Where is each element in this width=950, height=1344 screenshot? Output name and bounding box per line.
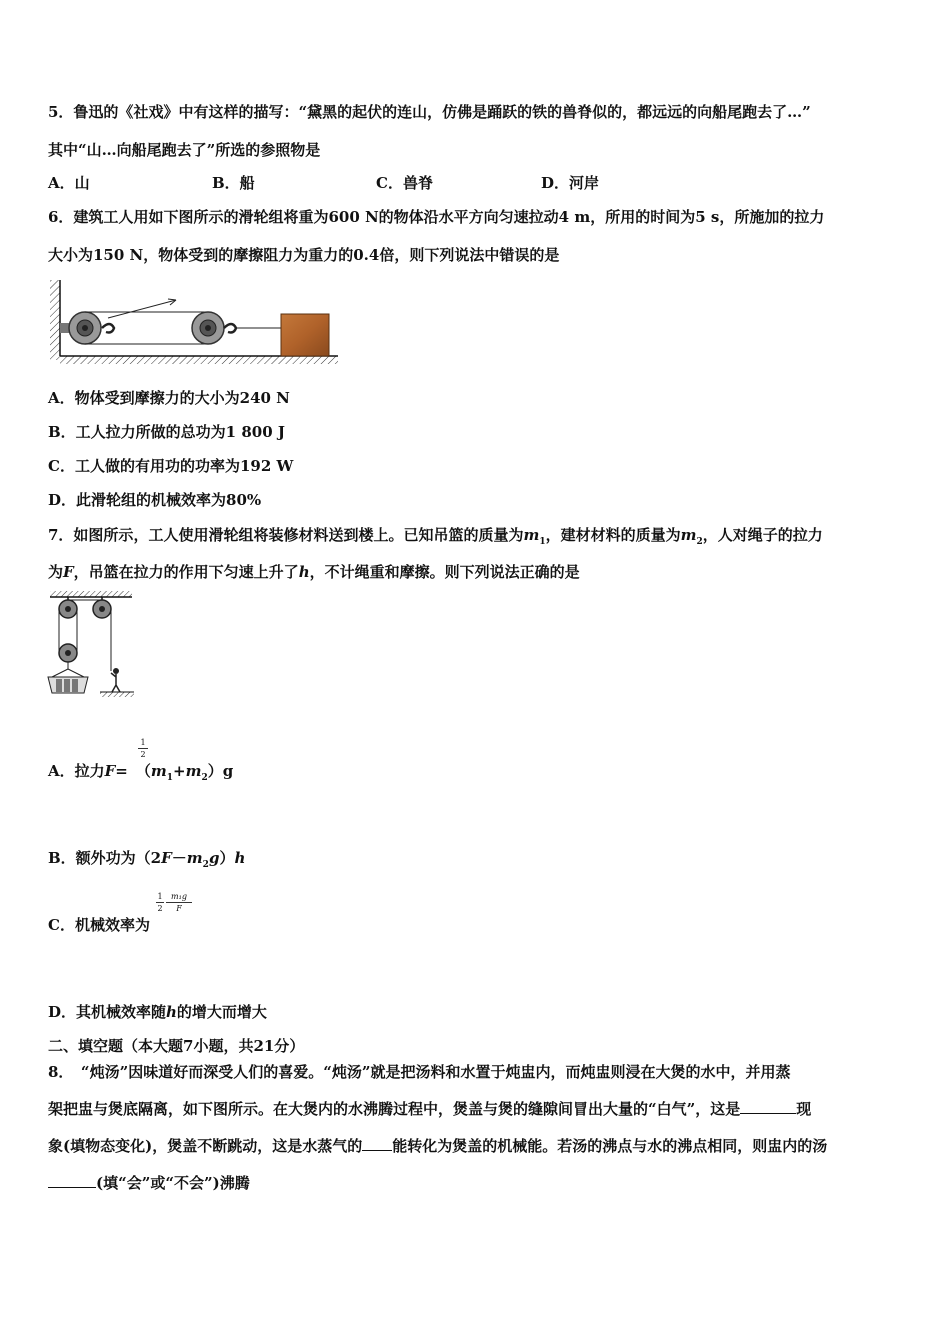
q8-line2: 架把盅与煲底隔离，如下图所示。在大煲内的水沸腾过程中，煲盖与煲的缝隙间冒出大量的“白气”，这是 现 — [48, 1100, 812, 1118]
fixed-pulley-hook — [102, 324, 114, 333]
q6-line1: 6．建筑工人用如下图所示的滑轮组将重为600 N的物体沿水平方向匀速拉动4 m，所用的时间为5 s，所施加的拉力 — [48, 208, 825, 226]
q7-optC-half: 1 2 — [157, 892, 163, 913]
q7-option-b: B．额外功为$(2F-m_2g)h$ — [48, 849, 246, 870]
worker-head — [113, 668, 119, 674]
section-2-title: 二、填空题（本大题7小题，共21分） — [48, 1037, 305, 1055]
worker-body — [111, 673, 120, 692]
q8-blank-1[interactable] — [740, 1099, 796, 1114]
moving-pulley-axle — [65, 650, 71, 656]
q7-option-d: D．其机械效率随h的增大而增大 — [48, 1003, 267, 1021]
q8-blank-2[interactable] — [362, 1136, 392, 1151]
fixed-pulley-left-axle — [65, 606, 71, 612]
q7-pulley-diagram — [44, 591, 140, 699]
q8-line3: 象(填物态变化)，煲盖不断跳动，这是水蒸气的 能转化为煲盖的机械能。若汤的沸点与水的沸点相同，则盅内的汤 — [48, 1137, 828, 1155]
fixed-pulley-right-axle — [99, 606, 105, 612]
q5-option-a: A．山 — [48, 174, 90, 192]
floor-hatch — [60, 356, 338, 364]
q6-line2: 大小为150 N，物体受到的摩擦阻力为重力的0.4倍，则下列说法中错误的是 — [48, 246, 560, 264]
q8-blank-3[interactable] — [48, 1173, 96, 1188]
q6-option-d: D．此滑轮组的机械效率为80% — [48, 491, 262, 509]
q6-option-a: A．物体受到摩擦力的大小为240 N — [48, 389, 290, 407]
q5-option-c: C．兽脊 — [376, 174, 433, 192]
wooden-block — [281, 314, 329, 356]
material-2 — [64, 679, 70, 692]
q5-option-b: B．船 — [212, 174, 255, 192]
q7-option-a: A．拉力$F= (m_1+m_2)g$ — [48, 762, 234, 783]
moving-pulley-axle — [205, 325, 211, 331]
material-3 — [72, 679, 78, 692]
basket-ropes — [52, 669, 84, 677]
fixed-pulley-axle — [82, 325, 88, 331]
q7-line1: 7．如图所示，工人使用滑轮组将装修材料送到楼上。已知吊篮的质量为$m_1$，建材材料的质量为$m_2$，人对绳子的拉力 — [48, 526, 823, 547]
q5-line1: 5．鲁迅的《社戏》中有这样的描写：“黛黑的起伏的连山，仿佛是踊跃的铁的兽脊似的，都远远的向船尾跑去了…” — [48, 103, 811, 121]
q8-line4: (填“会”或“不会”)沸腾 — [48, 1173, 250, 1193]
material-1 — [56, 679, 62, 692]
q7-optC-fraction: m₁g F — [166, 892, 192, 913]
q6-pulley-diagram — [48, 276, 338, 368]
q6-option-c: C．工人做的有用功的功率为192 W — [48, 457, 294, 475]
moving-pulley-hook — [224, 324, 236, 333]
wall-hatch — [50, 280, 60, 360]
rope-pull — [108, 300, 176, 318]
q7-option-c: C．机械效率为 — [48, 916, 150, 934]
q8-line1: 8． “炖汤”因味道好而深受人们的喜爱。“炖汤”就是把汤料和水置于炖盅内，而炖盅则浸在大煲的水中，并用蒸 — [48, 1063, 791, 1081]
q7-optA-half: 1 2 — [138, 738, 148, 759]
q5-line2: 其中“山…向船尾跑去了”所选的参照物是 — [48, 141, 321, 159]
ground-hatch — [100, 692, 134, 697]
q6-option-b: B．工人拉力所做的总功为1 800 J — [48, 423, 285, 441]
q5-option-d: D．河岸 — [541, 174, 600, 192]
q7-line2: 为F，吊篮在拉力的作用下匀速上升了h，不计绳重和摩擦。则下列说法正确的是 — [48, 563, 580, 581]
ceiling-hatch — [50, 591, 132, 597]
